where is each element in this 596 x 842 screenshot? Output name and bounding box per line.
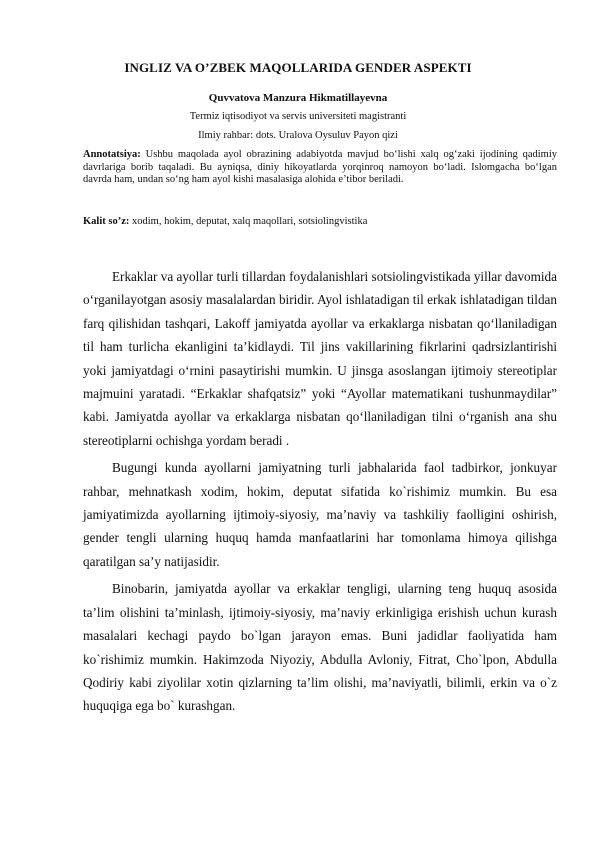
abstract-label: Annotatsiya:	[83, 149, 141, 160]
abstract-text: Ushbu maqolada ayol obrazining adabiyotda mavjud bo‘lishi xalq og‘zaki ijodining qadimiy davrlariga borib taqaladi. Bu ayniqsa, diniy hikoyatlarda yorqinroq namoyon bo‘ladi. Islomgacha bo‘lgan davrda ham, undan so‘ng ham ayol kishi masalasiga alohida e’tibor beriladi.	[83, 149, 558, 186]
keywords-text: xodim, hokim, deputat, xalq maqollari, sotsiolingvistika	[132, 216, 368, 227]
body-paragraph-1: Erkaklar va ayollar turli tillardan foydalanishlari sotsiolingvistikada yillar davomida o‘rganilayotgan asosiy masalalardan biridir. Ayol ishlatadigan til erkak ishlatadigan tildan farq qilishidan tashqari, Lakoff jamiyatda ayollar va erkaklarga nisbatan qo‘llaniladigan til ham turlicha ekanligini ta’kidlaydi. Til jins vakillarining fikrlarini qadrsizlantirishi yoki jamiyatdagi o‘rnini pasaytirishi mumkin. U jinsga asoslangan ijtimoiy stereotiplar majmuini yaratadi. “Erkaklar shafqatsiz” yoki “Ayollar matematikani tushunmaydilar” kabi. Jamiyatda ayollar va erkaklarga nisbatan qo‘llaniladigan tilni o‘rganish ana shu stereotiplarni ochishga yordam beradi .	[83, 269, 557, 448]
scientific-advisor: Ilmiy rahbar: dots. Uralova Oysuluv Payon qizi	[198, 130, 398, 141]
keywords	[83, 216, 557, 229]
body-paragraph-2: Bugungi kunda ayollarni jamiyatning turli jabhalarida faol tadbirkor, jonkuyar rahbar, mehnatkash xodim, hokim, deputat sifatida ko`rishimiz mumkin. Bu esa jamiyatimizda ayollarning ijtimoiy-siyosiy, ma’naviy va tashkiliy faolligini oshirish, gender tengli ularning huquq hamda manfaatlarini har tomonlama himoya qilishga qaratilgan sa’y natijasidir.	[83, 460, 557, 569]
author-name: Quvvatova Manzura Hikmatillayevna	[208, 92, 388, 104]
keywords-label: Kalit so’z:	[83, 216, 130, 227]
abstract	[83, 149, 557, 187]
paper-title: INGLIZ VA O’ZBEK MAQOLLARIDA GENDER ASPEKTI	[124, 60, 472, 75]
body-paragraph-3: Binobarin, jamiyatda ayollar va erkaklar tengligi, ularning teng huquq asosida ta’lim olishini ta’minlash, ijtimoiy-siyosiy, ma’naviy erkinligiga erishish uchun kurash masalalari kechagi paydo bo`lgan jarayon emas. Buni jadidlar faoliyatida ham ko`rishimiz mumkin. Hakimzoda Niyoziy, Abdulla Avloniy, Fitrat, Cho`lpon, Abdulla Qodiriy kabi ziyolilar xotin qizlarning ta’lim olishi, ma’naviyatli, bilimli, erkin va o`z huquqiga ega bo` kurashgan.	[83, 581, 557, 714]
body-text	[83, 265, 557, 722]
author-affiliation: Termiz iqtisodiyot va servis universiteti magistranti	[189, 111, 407, 122]
